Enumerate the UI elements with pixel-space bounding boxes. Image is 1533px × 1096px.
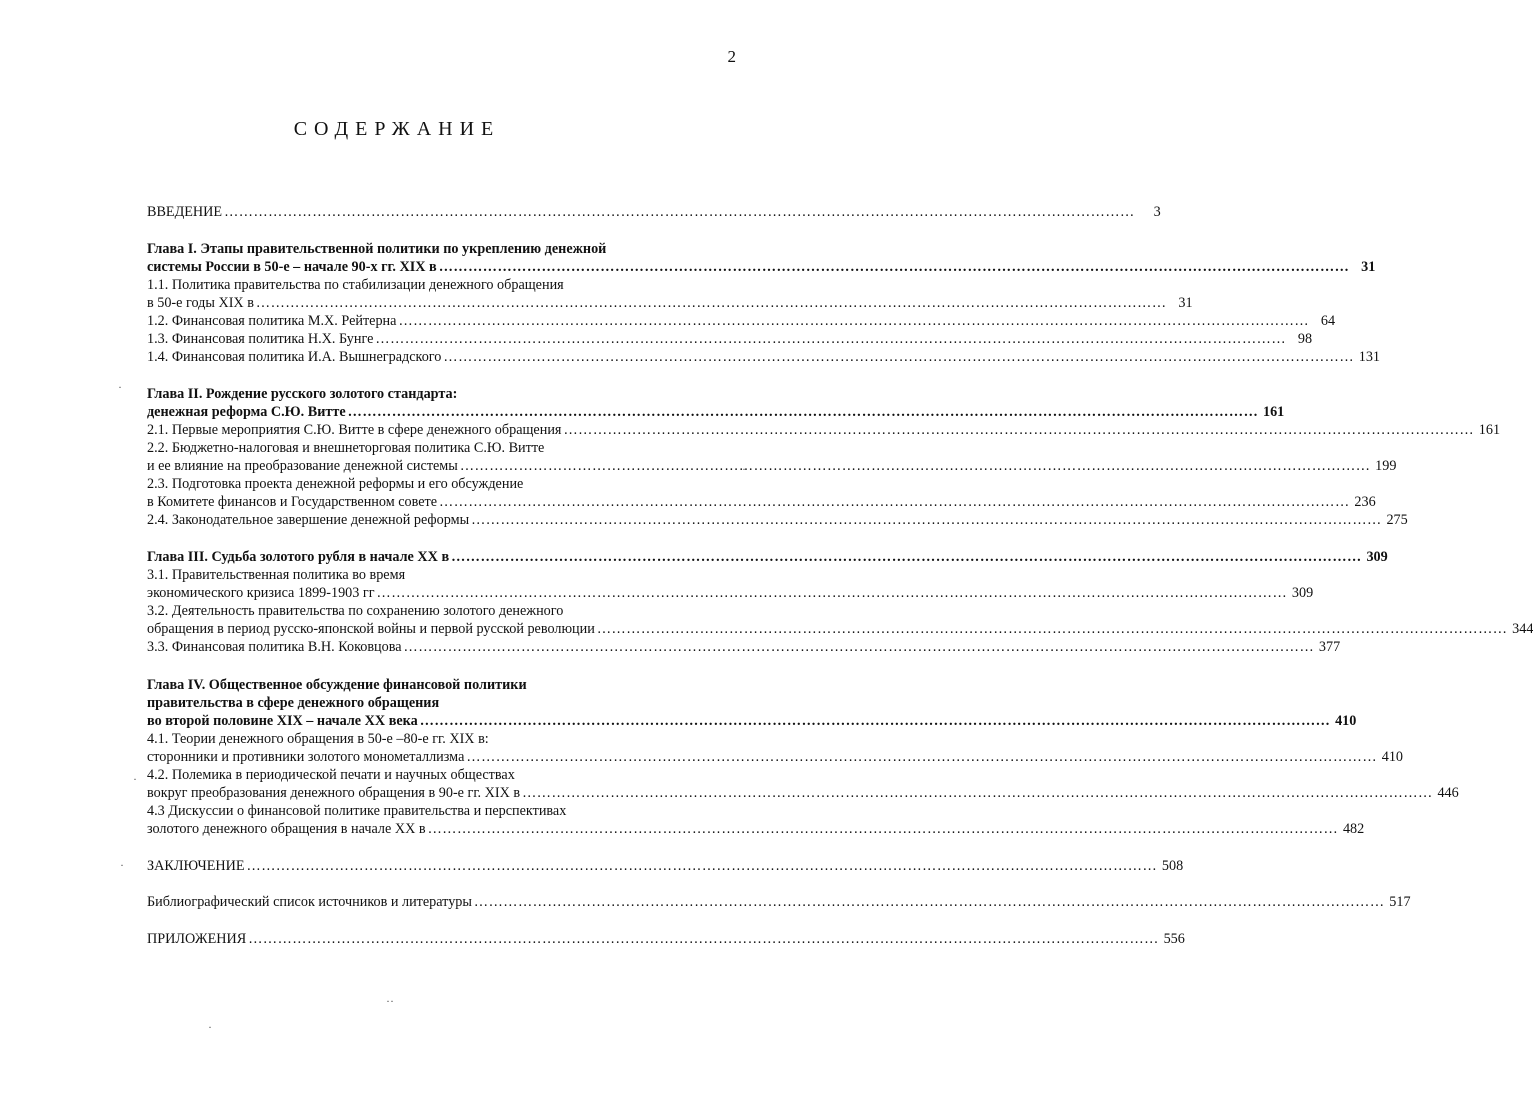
toc-bibliography (147, 893, 1411, 911)
section-2-2-line2: и ее влияние на преобразование денежной системы (147, 458, 458, 474)
toc-appendix-label: ПРИЛОЖЕНИЯ (147, 931, 247, 947)
leader-dots (522, 784, 1433, 802)
section-2-2-line1: 2.2. Бюджетно-налоговая и внешнеторговая политика С.Ю. Витте (147, 440, 545, 456)
toc-chapter-4 (147, 676, 1459, 838)
section-2-3-line1: 2.3. Подготовка проекта денежной реформы и его обсуждение (147, 476, 524, 492)
speck: · (120, 858, 124, 872)
section-1-2: 1.2. Финансовая политика М.Х. Рейтерна (147, 313, 397, 329)
section-1-4: 1.4. Финансовая политика И.А. Вышнеградского (147, 349, 442, 365)
leader-dots (224, 203, 1135, 221)
chapter-4-heading-line3: во второй половине XIX – начале XX века (147, 713, 418, 729)
leader-dots (404, 638, 1315, 656)
section-1-1-page: 31 (1178, 295, 1193, 311)
leader-dots (398, 312, 1309, 330)
chapter-1-heading-line2: системы России в 50-е – начале 90-х гг. XIX в (147, 259, 437, 275)
section-1-3: 1.3. Финансовая политика Н.Х. Бунге (147, 331, 374, 347)
toc-appendix (147, 930, 1185, 948)
leader-dots (348, 403, 1259, 421)
speck: · (118, 380, 122, 394)
toc-appendix-page: 556 (1163, 931, 1185, 947)
section-2-3-line2: в Комитете финансов и Государственном совете (147, 494, 438, 510)
section-3-2-page: 344 (1512, 621, 1533, 637)
section-1-3-page: 98 (1297, 331, 1313, 347)
leader-dots (563, 421, 1474, 439)
chapter-1-heading-line1: Глава I. Этапы правительственной политики по укреплению денежной (147, 241, 607, 257)
speck: · (208, 1020, 212, 1034)
leader-dots (428, 820, 1339, 838)
section-2-3-page: 236 (1354, 494, 1376, 510)
section-4-3-line2: золотого денежного обращения в начале XX в (147, 821, 426, 837)
toc-intro (147, 203, 1161, 221)
section-3-2-line1: 3.2. Деятельность правительства по сохранению золотого денежного (147, 603, 564, 619)
leader-dots (256, 294, 1167, 312)
section-4-2-page: 446 (1437, 785, 1459, 801)
section-3-1-page: 309 (1291, 585, 1314, 601)
leader-dots (248, 930, 1159, 948)
chapter-4-heading-line2: правительства в сфере денежного обращения (147, 695, 440, 711)
section-3-1-line1: 3.1. Правительственная политика во время (147, 567, 406, 583)
chapter-3-page: 309 (1366, 549, 1388, 565)
toc-chapter-1 (147, 240, 1380, 366)
section-4-1-line1: 4.1. Теории денежного обращения в 50-е –80-е гг. XIX в: (147, 731, 489, 747)
chapter-4-page: 410 (1335, 713, 1357, 729)
chapter-2-page: 161 (1262, 404, 1285, 420)
toc-intro-page: 3 (1153, 204, 1161, 220)
toc-bibliography-page: 517 (1389, 894, 1411, 910)
page-number: 2 (727, 47, 736, 66)
toc-conclusion (147, 857, 1184, 875)
section-4-2-line2: вокруг преобразования денежного обращения в 90-е гг. XIX в (147, 785, 521, 801)
section-2-1: 2.1. Первые мероприятия С.Ю. Витте в сфере денежного обращения (147, 422, 562, 438)
section-2-1-page: 161 (1478, 422, 1501, 438)
leader-dots (466, 748, 1377, 766)
section-1-4-page: 131 (1358, 349, 1380, 365)
speck: · (742, 462, 746, 476)
section-1-1-line1: 1.1. Политика правительства по стабилизации денежного обращения (147, 277, 564, 293)
chapter-3-heading: Глава III. Судьба золотого рубля в начале XX в (147, 549, 450, 565)
toc-intro-label: ВВЕДЕНИЕ (147, 204, 223, 220)
section-1-2-page: 64 (1320, 313, 1336, 329)
leader-dots (420, 712, 1331, 730)
chapter-2-heading-line1: Глава II. Рождение русского золотого стандарта: (147, 386, 458, 402)
section-3-1-line2: экономического кризиса 1899-1903 гг (147, 585, 375, 601)
leader-dots (471, 511, 1382, 529)
section-2-2-page: 199 (1375, 458, 1397, 474)
section-4-1-page: 410 (1381, 749, 1403, 765)
leader-dots (375, 330, 1286, 348)
leader-dots (439, 258, 1350, 276)
section-2-4-page: 275 (1386, 512, 1408, 528)
leader-dots (460, 457, 1371, 475)
toc-chapter-2 (147, 385, 1501, 529)
toc-conclusion-page: 508 (1161, 858, 1184, 874)
page-title: СОДЕРЖАНИЕ (293, 118, 501, 140)
section-4-3-line1: 4.3 Дискуссии о финансовой политике правительства и перспективах (147, 803, 567, 819)
section-3-3: 3.3. Финансовая политика В.Н. Коковцова (147, 639, 402, 655)
toc-conclusion-label: ЗАКЛЮЧЕНИЕ (147, 858, 245, 874)
speck: · (133, 772, 137, 786)
leader-dots (474, 893, 1385, 911)
section-4-1-line2: сторонники и противники золотого монометаллизма (147, 749, 465, 765)
chapter-2-heading-line2: денежная реформа С.Ю. Витте (147, 404, 346, 420)
section-1-1-line2: в 50-е годы XIX в (147, 295, 254, 311)
section-3-3-page: 377 (1318, 639, 1341, 655)
chapter-1-page: 31 (1361, 259, 1376, 275)
leader-dots (443, 348, 1354, 366)
chapter-4-heading-line1: Глава IV. Общественное обсуждение финансовой политики (147, 677, 527, 693)
leader-dots (377, 584, 1288, 602)
speck: ·· (386, 994, 394, 1008)
section-4-2-line1: 4.2. Полемика в периодической печати и научных обществах (147, 767, 515, 783)
leader-dots (247, 857, 1158, 875)
toc-bibliography-label: Библиографический список источников и литературы (147, 894, 472, 910)
toc-chapter-3 (147, 548, 1533, 656)
section-2-4: 2.4. Законодательное завершение денежной реформы (147, 512, 470, 528)
leader-dots (451, 548, 1362, 566)
leader-dots (597, 620, 1508, 638)
leader-dots (439, 493, 1350, 511)
section-4-3-page: 482 (1342, 821, 1365, 837)
section-3-2-line2: обращения в период русско-японской войны и первой русской революции (147, 621, 595, 637)
